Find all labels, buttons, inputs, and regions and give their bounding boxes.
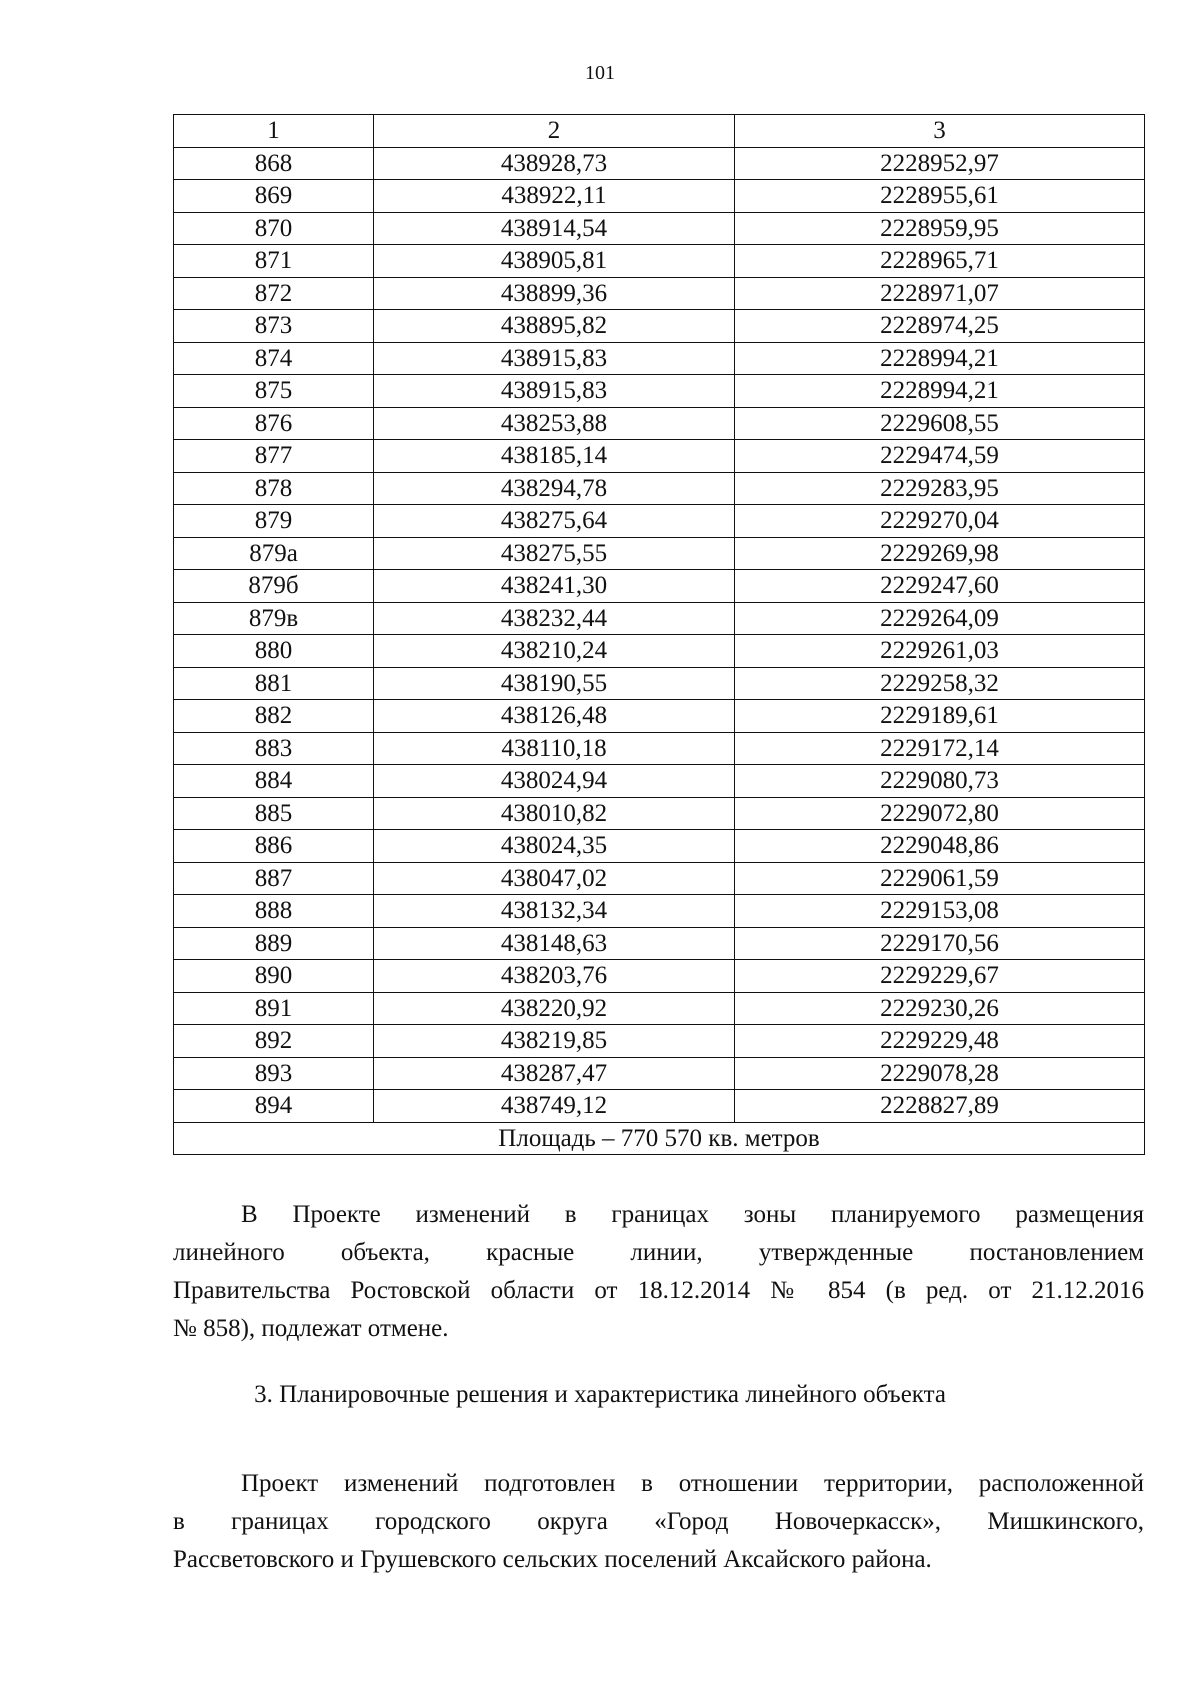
table-row — [174, 180, 1145, 213]
cell-y-coordinate: 2229258,32 — [735, 667, 1145, 700]
cell-x-coordinate: 438241,30 — [374, 570, 735, 603]
cell-x-coordinate: 438915,83 — [374, 342, 735, 375]
cell-point-number: 871 — [174, 245, 374, 278]
cell-point-number: 885 — [174, 797, 374, 830]
cell-x-coordinate: 438110,18 — [374, 732, 735, 765]
cell-x-coordinate: 438922,11 — [374, 180, 735, 213]
paragraph-line: Правительства Ростовской области от 18.12.2014 № 854 (в ред. от 21.12.2016 — [173, 1277, 1144, 1304]
table-row — [174, 1090, 1145, 1123]
cell-point-number: 887 — [174, 862, 374, 895]
cell-y-coordinate: 2228955,61 — [735, 180, 1145, 213]
table-row — [174, 732, 1145, 765]
paragraph-line: Рассветовского и Грушевского сельских поселений Аксайского района. — [173, 1546, 932, 1573]
cell-point-number: 870 — [174, 212, 374, 245]
cell-x-coordinate: 438294,78 — [374, 472, 735, 505]
table-row — [174, 635, 1145, 668]
paragraph-line: в границах городского округа «Город Новочеркасск», Мишкинского, — [173, 1508, 1144, 1535]
cell-point-number: 873 — [174, 310, 374, 343]
area-total: Площадь – 770 570 кв. метров — [174, 1122, 1145, 1155]
table-row — [174, 570, 1145, 603]
table-row — [174, 440, 1145, 473]
cell-y-coordinate: 2228827,89 — [735, 1090, 1145, 1123]
cell-point-number: 880 — [174, 635, 374, 668]
cell-y-coordinate: 2229048,86 — [735, 830, 1145, 863]
cell-x-coordinate: 438126,48 — [374, 700, 735, 733]
cell-y-coordinate: 2229078,28 — [735, 1057, 1145, 1090]
cell-y-coordinate: 2229247,60 — [735, 570, 1145, 603]
cell-x-coordinate: 438287,47 — [374, 1057, 735, 1090]
cell-x-coordinate: 438905,81 — [374, 245, 735, 278]
cell-y-coordinate: 2229170,56 — [735, 927, 1145, 960]
table-row — [174, 960, 1145, 993]
section-heading: 3. Планировочные решения и характеристика линейного объекта — [254, 1381, 946, 1408]
cell-x-coordinate: 438203,76 — [374, 960, 735, 993]
cell-point-number: 886 — [174, 830, 374, 863]
table-row — [174, 1057, 1145, 1090]
cell-point-number: 879 — [174, 505, 374, 538]
cell-point-number: 878 — [174, 472, 374, 505]
cell-y-coordinate: 2229153,08 — [735, 895, 1145, 928]
cell-y-coordinate: 2229072,80 — [735, 797, 1145, 830]
table-row — [174, 472, 1145, 505]
cell-x-coordinate: 438232,44 — [374, 602, 735, 635]
cell-point-number: 888 — [174, 895, 374, 928]
cell-point-number: 884 — [174, 765, 374, 798]
cell-x-coordinate: 438275,64 — [374, 505, 735, 538]
cell-y-coordinate: 2229261,03 — [735, 635, 1145, 668]
cell-y-coordinate: 2228965,71 — [735, 245, 1145, 278]
paragraph-line: № 858), подлежат отмене. — [173, 1315, 449, 1342]
cell-x-coordinate: 438210,24 — [374, 635, 735, 668]
paragraph-project-scope — [173, 1465, 1144, 1579]
cell-point-number: 876 — [174, 407, 374, 440]
paragraph-line: В Проекте изменений в границах зоны планируемого размещения — [241, 1201, 1144, 1228]
cell-point-number: 868 — [174, 147, 374, 180]
header-cell-y: 3 — [735, 115, 1145, 148]
table-row — [174, 862, 1145, 895]
cell-point-number: 875 — [174, 375, 374, 408]
cell-x-coordinate: 438914,54 — [374, 212, 735, 245]
table-row — [174, 147, 1145, 180]
cell-x-coordinate: 438185,14 — [374, 440, 735, 473]
paragraph-red-lines — [173, 1196, 1144, 1348]
cell-point-number: 892 — [174, 1025, 374, 1058]
cell-x-coordinate: 438219,85 — [374, 1025, 735, 1058]
cell-x-coordinate: 438190,55 — [374, 667, 735, 700]
cell-y-coordinate: 2229172,14 — [735, 732, 1145, 765]
cell-y-coordinate: 2228994,21 — [735, 342, 1145, 375]
cell-y-coordinate: 2228974,25 — [735, 310, 1145, 343]
cell-point-number: 872 — [174, 277, 374, 310]
cell-point-number: 869 — [174, 180, 374, 213]
cell-y-coordinate: 2229229,48 — [735, 1025, 1145, 1058]
cell-point-number: 882 — [174, 700, 374, 733]
cell-point-number: 879б — [174, 570, 374, 603]
cell-y-coordinate: 2229080,73 — [735, 765, 1145, 798]
cell-x-coordinate: 438220,92 — [374, 992, 735, 1025]
cell-y-coordinate: 2229474,59 — [735, 440, 1145, 473]
table-row — [174, 667, 1145, 700]
cell-x-coordinate: 438899,36 — [374, 277, 735, 310]
cell-x-coordinate: 438749,12 — [374, 1090, 735, 1123]
cell-y-coordinate: 2228959,95 — [735, 212, 1145, 245]
cell-x-coordinate: 438047,02 — [374, 862, 735, 895]
table-row — [174, 375, 1145, 408]
cell-point-number: 883 — [174, 732, 374, 765]
table-row — [174, 830, 1145, 863]
header-cell-x: 2 — [374, 115, 735, 148]
cell-point-number: 891 — [174, 992, 374, 1025]
cell-y-coordinate: 2229283,95 — [735, 472, 1145, 505]
table-row — [174, 537, 1145, 570]
table-header-row — [174, 115, 1145, 148]
cell-y-coordinate: 2229189,61 — [735, 700, 1145, 733]
cell-x-coordinate: 438148,63 — [374, 927, 735, 960]
cell-x-coordinate: 438275,55 — [374, 537, 735, 570]
table-row — [174, 310, 1145, 343]
cell-x-coordinate: 438132,34 — [374, 895, 735, 928]
cell-y-coordinate: 2229270,04 — [735, 505, 1145, 538]
table-row — [174, 765, 1145, 798]
table-row — [174, 992, 1145, 1025]
cell-x-coordinate: 438895,82 — [374, 310, 735, 343]
cell-point-number: 874 — [174, 342, 374, 375]
cell-point-number: 890 — [174, 960, 374, 993]
table-row — [174, 895, 1145, 928]
cell-point-number: 889 — [174, 927, 374, 960]
table-row — [174, 700, 1145, 733]
cell-y-coordinate: 2228952,97 — [735, 147, 1145, 180]
cell-point-number: 879в — [174, 602, 374, 635]
cell-y-coordinate: 2229608,55 — [735, 407, 1145, 440]
table-row — [174, 407, 1145, 440]
cell-point-number: 879а — [174, 537, 374, 570]
table-footer-row — [174, 1122, 1145, 1155]
cell-x-coordinate: 438253,88 — [374, 407, 735, 440]
cell-point-number: 893 — [174, 1057, 374, 1090]
cell-y-coordinate: 2229229,67 — [735, 960, 1145, 993]
table-row — [174, 1025, 1145, 1058]
cell-point-number: 877 — [174, 440, 374, 473]
table-row — [174, 927, 1145, 960]
cell-y-coordinate: 2229061,59 — [735, 862, 1145, 895]
cell-x-coordinate: 438024,35 — [374, 830, 735, 863]
cell-y-coordinate: 2229269,98 — [735, 537, 1145, 570]
cell-x-coordinate: 438010,82 — [374, 797, 735, 830]
cell-x-coordinate: 438928,73 — [374, 147, 735, 180]
cell-x-coordinate: 438024,94 — [374, 765, 735, 798]
cell-y-coordinate: 2228971,07 — [735, 277, 1145, 310]
table-row — [174, 212, 1145, 245]
table-row — [174, 602, 1145, 635]
coordinates-table — [173, 114, 1145, 1155]
table-row — [174, 342, 1145, 375]
page-number: 101 — [585, 62, 615, 84]
paragraph-line: Проект изменений подготовлен в отношении территории, расположенной — [241, 1470, 1144, 1497]
cell-x-coordinate: 438915,83 — [374, 375, 735, 408]
table-row — [174, 505, 1145, 538]
cell-y-coordinate: 2229230,26 — [735, 992, 1145, 1025]
cell-y-coordinate: 2229264,09 — [735, 602, 1145, 635]
cell-point-number: 894 — [174, 1090, 374, 1123]
cell-y-coordinate: 2228994,21 — [735, 375, 1145, 408]
coordinates-table-body — [174, 115, 1145, 1123]
table-row — [174, 277, 1145, 310]
paragraph-line: линейного объекта, красные линии, утвержденные постановлением — [173, 1239, 1144, 1266]
table-row — [174, 797, 1145, 830]
cell-point-number: 881 — [174, 667, 374, 700]
table-row — [174, 245, 1145, 278]
header-cell-point: 1 — [174, 115, 374, 148]
